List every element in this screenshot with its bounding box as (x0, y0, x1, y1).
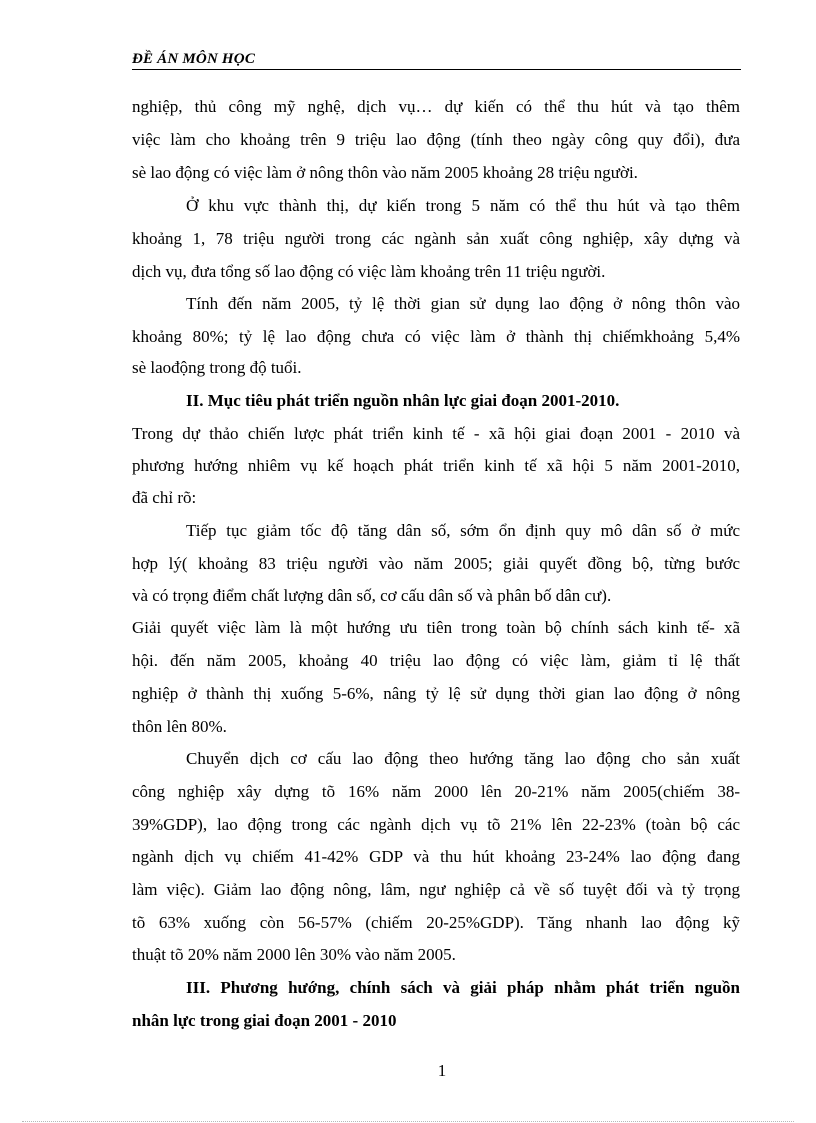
text-line: hội. đến năm 2005, khoảng 40 triệu lao động có việc làm, giảm tỉ lệ thất (132, 651, 740, 670)
text-line: đã chỉ rõ: (132, 488, 197, 507)
text-line: dịch vụ, đưa tổng số lao động có việc làm khoảng trên 11 triệu người. (132, 262, 606, 281)
page-bottom-divider (22, 1121, 794, 1122)
text-line: Tiếp tục giảm tốc độ tăng dân số, sớm ổn định quy mô dân số ở mức (186, 521, 740, 540)
header-title: ĐỀ ÁN MÔN HỌC (132, 51, 256, 67)
text-line: công nghiệp xây dựng tõ 16% năm 2000 lên 20-21% năm 2005(chiếm 38- (132, 782, 740, 801)
text-line: phương hướng nhiêm vụ kế hoạch phát triển kinh tế xã hội 5 năm 2001-2010, (132, 456, 740, 475)
page-header (132, 50, 741, 70)
text-line: sè laođộng trong độ tuổi. (132, 358, 302, 377)
text-line: khoảng 1, 78 triệu người trong các ngành sản xuất công nghiệp, xây dựng và (132, 229, 740, 248)
text-line: hợp lý( khoảng 83 triệu người vào năm 2005; giải quyết đồng bộ, từng bước (132, 554, 740, 573)
text-line: Ở khu vực thành thị, dự kiến trong 5 năm có thể thu hút và tạo thêm (186, 196, 740, 215)
page-number: 1 (437, 1061, 447, 1080)
text-line: làm việc). Giảm lao động nông, lâm, ngư nghiệp cả về số tuyệt đối và tỷ trọng (132, 880, 740, 899)
text-line: và có trọng điểm chất lượng dân số, cơ cấu dân số và phân bố dân cư). (132, 586, 612, 605)
text-line: nghiệp, thủ công mỹ nghệ, dịch vụ… dự kiến có thể thu hút và tạo thêm (132, 97, 740, 116)
section-heading-ii: II. Mục tiêu phát triển nguồn nhân lực giai đoạn 2001-2010. (186, 391, 620, 410)
section-heading-iii-cont: nhân lực trong giai đoạn 2001 - 2010 (132, 1011, 397, 1030)
text-line: khoảng 80%; tỷ lệ lao động chưa có việc làm ở thành thị chiếmkhoảng 5,4% (132, 327, 740, 346)
text-line: ngành dịch vụ chiếm 41-42% GDP và thu hút khoảng 23-24% lao động đang (132, 847, 740, 866)
text-line: nghiệp ở thành thị xuống 5-6%, nâng tỷ lệ sử dụng thời gian lao động ở nông (132, 684, 740, 703)
section-heading-iii: III. Phương hướng, chính sách và giải pháp nhằm phát triển nguồn (186, 978, 740, 997)
text-line: tõ 63% xuống còn 56-57% (chiếm 20-25%GDP). Tăng nhanh lao động kỹ (132, 913, 740, 932)
text-line: việc làm cho khoảng trên 9 triệu lao động (tính theo ngày công quy đổi), đưa (132, 130, 740, 149)
text-line: sè lao động có việc làm ở nông thôn vào năm 2005 khoảng 28 triệu người. (132, 163, 638, 182)
text-line: Chuyển dịch cơ cấu lao động theo hướng tăng lao động cho sản xuất (186, 749, 740, 768)
text-line: Tính đến năm 2005, tỷ lệ thời gian sử dụng lao động ở nông thôn vào (186, 294, 740, 313)
text-line: Giải quyết việc làm là một hướng ưu tiên trong toàn bộ chính sách kinh tế- xã (132, 618, 740, 637)
text-line: thuật tõ 20% năm 2000 lên 30% vào năm 2005. (132, 945, 456, 964)
text-line: Trong dự thảo chiến lược phát triển kinh tế - xã hội giai đoạn 2001 - 2010 và (132, 424, 740, 443)
text-line: thôn lên 80%. (132, 717, 227, 736)
text-line: 39%GDP), lao động trong các ngành dịch vụ tõ 21% lên 22-23% (toàn bộ các (132, 815, 740, 834)
